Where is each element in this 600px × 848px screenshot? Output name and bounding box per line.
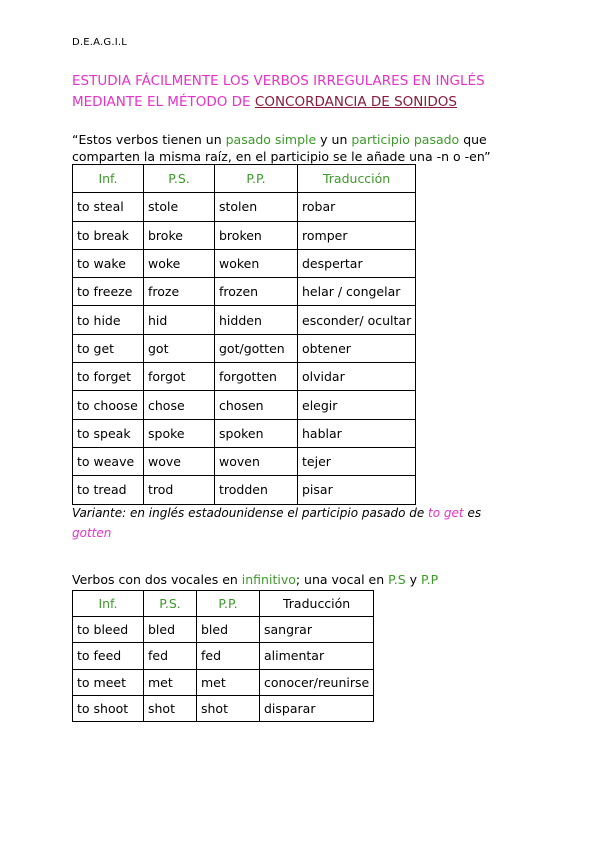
table-cell: fed <box>197 643 260 669</box>
table-cell: to get <box>73 334 144 362</box>
table-cell: shot <box>197 695 260 721</box>
table-cell: frozen <box>215 278 298 306</box>
table-cell: chose <box>144 391 215 419</box>
table-row <box>73 447 416 475</box>
table-header-row <box>73 591 374 617</box>
document-header: D.E.A.G.I.L <box>72 37 128 48</box>
table-cell: robar <box>298 193 416 221</box>
intro2-text-3: y <box>405 572 422 587</box>
intro2-text-1: Verbos con dos vocales en <box>72 572 242 587</box>
table-cell: to break <box>73 221 144 249</box>
table-row <box>73 419 416 447</box>
table-cell: elegir <box>298 391 416 419</box>
note-text-1: Variante: en inglés estadounidense el participio pasado de <box>72 506 429 520</box>
table-cell: met <box>197 669 260 695</box>
table-row <box>73 643 374 669</box>
header-ps: P.S. <box>144 591 197 617</box>
header-inf: Inf. <box>73 591 144 617</box>
title-line-2 <box>72 92 485 113</box>
table-cell: to hide <box>73 306 144 334</box>
intro2-text-2: ; una vocal en <box>295 572 389 587</box>
variant-note <box>72 503 512 543</box>
table-row <box>73 193 416 221</box>
table-cell: romper <box>298 221 416 249</box>
table-row <box>73 476 416 504</box>
table-cell: sangrar <box>260 617 374 643</box>
table-cell: alimentar <box>260 643 374 669</box>
table-cell: shot <box>144 695 197 721</box>
table-cell: conocer/reunirse <box>260 669 374 695</box>
table-row <box>73 278 416 306</box>
table-cell: trodden <box>215 476 298 504</box>
table-row <box>73 249 416 277</box>
section-2-intro <box>72 572 438 587</box>
table-cell: pisar <box>298 476 416 504</box>
table-cell: to speak <box>73 419 144 447</box>
table-cell: to choose <box>73 391 144 419</box>
table-cell: to wake <box>73 249 144 277</box>
verb-table-2 <box>72 590 374 722</box>
table-row <box>73 363 416 391</box>
note-to-get: to get <box>428 506 464 520</box>
table-cell: got/gotten <box>215 334 298 362</box>
table-cell: to freeze <box>73 278 144 306</box>
table-row <box>73 306 416 334</box>
table-cell: disparar <box>260 695 374 721</box>
header-traduccion: Traducción <box>260 591 374 617</box>
table-cell: met <box>144 669 197 695</box>
table-cell: stole <box>144 193 215 221</box>
header-pp: P.P. <box>197 591 260 617</box>
table-cell: hidden <box>215 306 298 334</box>
table-cell: woke <box>144 249 215 277</box>
intro-pasado-simple: pasado simple <box>225 132 317 147</box>
header-inf: Inf. <box>73 165 144 193</box>
table-cell: esconder/ ocultar <box>298 306 416 334</box>
document-title <box>72 71 485 113</box>
table-cell: to weave <box>73 447 144 475</box>
table-row <box>73 617 374 643</box>
intro-participio-pasado: participio pasado <box>351 132 460 147</box>
table-cell: hablar <box>298 419 416 447</box>
table-cell: broken <box>215 221 298 249</box>
table-cell: hid <box>144 306 215 334</box>
intro-text-2: y un <box>316 132 352 147</box>
table-cell: to meet <box>73 669 144 695</box>
table-header-row <box>73 165 416 193</box>
table-cell: to tread <box>73 476 144 504</box>
table-cell: froze <box>144 278 215 306</box>
table-cell: to shoot <box>73 695 144 721</box>
intro2-pp: P.P <box>421 572 439 587</box>
note-text-2: es <box>463 506 482 520</box>
note-gotten: gotten <box>72 526 112 540</box>
table-cell: chosen <box>215 391 298 419</box>
table-cell: despertar <box>298 249 416 277</box>
table-row <box>73 334 416 362</box>
table-cell: woven <box>215 447 298 475</box>
intro2-infinitivo: infinitivo <box>241 572 296 587</box>
title-line-1: ESTUDIA FÁCILMENTE LOS VERBOS IRREGULARES EN INGLÉS <box>72 73 485 89</box>
intro-paragraph <box>72 131 512 165</box>
table-cell: spoke <box>144 419 215 447</box>
header-pp: P.P. <box>215 165 298 193</box>
header-traduccion: Traducción <box>298 165 416 193</box>
table-cell: woken <box>215 249 298 277</box>
table-cell: forgot <box>144 363 215 391</box>
table-row <box>73 391 416 419</box>
title-line-2-prefix: MEDIANTE EL MÉTODO DE <box>72 94 255 110</box>
table-row <box>73 221 416 249</box>
table-cell: got <box>144 334 215 362</box>
table-row <box>73 695 374 721</box>
table-cell: spoken <box>215 419 298 447</box>
table-cell: stolen <box>215 193 298 221</box>
verb-table-1 <box>72 164 416 505</box>
intro2-ps: P.S <box>388 572 406 587</box>
table-cell: bled <box>144 617 197 643</box>
table-cell: helar / congelar <box>298 278 416 306</box>
table-cell: wove <box>144 447 215 475</box>
table-cell: broke <box>144 221 215 249</box>
intro-text-1: “Estos verbos tienen un <box>72 132 226 147</box>
table-cell: to forget <box>73 363 144 391</box>
table-cell: to feed <box>73 643 144 669</box>
header-ps: P.S. <box>144 165 215 193</box>
title-underlined-phrase: CONCORDANCIA DE SONIDOS <box>254 94 457 110</box>
table-cell: to bleed <box>73 617 144 643</box>
table-cell: bled <box>197 617 260 643</box>
table-cell: obtener <box>298 334 416 362</box>
table-cell: fed <box>144 643 197 669</box>
table-cell: olvidar <box>298 363 416 391</box>
table-cell: trod <box>144 476 215 504</box>
table-cell: to steal <box>73 193 144 221</box>
intro-text-3: que comparten la misma raíz, en el participio se le añade una -n o -en” <box>72 132 491 164</box>
table-row <box>73 669 374 695</box>
table-cell: tejer <box>298 447 416 475</box>
table-cell: forgotten <box>215 363 298 391</box>
